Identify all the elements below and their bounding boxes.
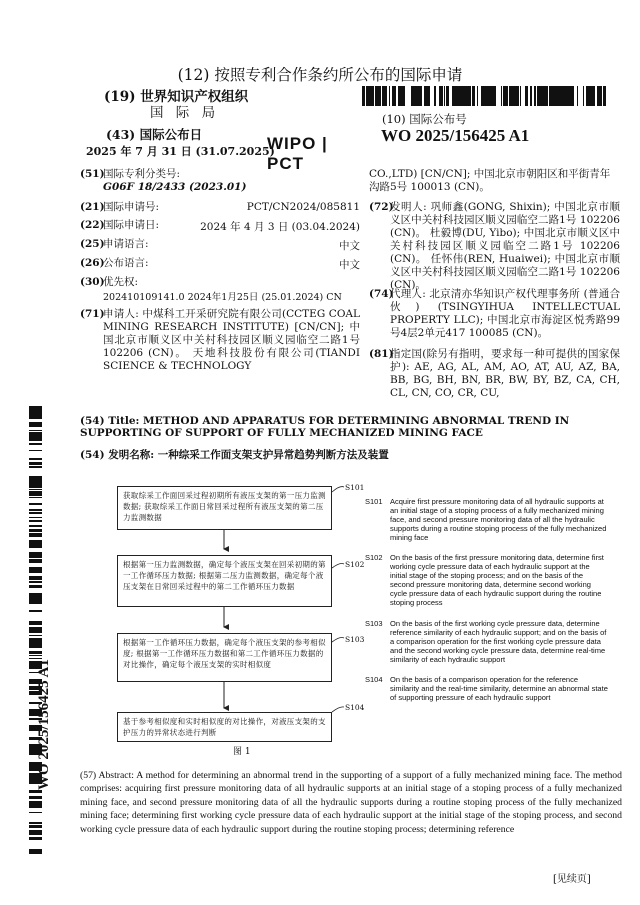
barcode-bar	[29, 643, 42, 645]
barcode-bar	[464, 86, 466, 106]
barcode-bar	[483, 86, 486, 106]
barcode-bar	[29, 594, 42, 595]
step-desc-text: On the basis of the first working cycle pressure data, determine reference similarity of each hydraulic support; and on the basis of a comparison operation for the first working cycle pressure data and the second working cycle pressure data, determine real-time similarity of each hydraulic support	[390, 619, 607, 664]
barcode-bar	[29, 450, 42, 451]
barcode-bar	[554, 86, 556, 106]
barcode-bar	[539, 86, 540, 106]
barcode-bar	[29, 406, 42, 407]
barcode-bar	[29, 556, 42, 557]
barcode-bar	[29, 578, 42, 580]
barcode-bar	[29, 559, 42, 561]
biblio-72-num: (72)	[369, 201, 394, 213]
barcode-bar	[29, 491, 42, 493]
barcode-bar	[385, 86, 387, 106]
barcode-bar	[594, 86, 595, 106]
barcode-bar	[514, 86, 517, 106]
designated-states: 指定国(除另有指明，要求每一种可提供的国家保护): AE, AG, AL, AM, AO, AT, AU, AZ, BA, BB, BG, BH, BN, BR, BW, BY, BZ, CA, CH, CL, CN, CO, CR, CU,	[390, 348, 620, 399]
barcode-bar	[29, 635, 42, 636]
top-barcode	[362, 86, 606, 106]
barcode-bar	[572, 86, 573, 106]
barcode-bar	[486, 86, 487, 106]
barcode-bar	[403, 86, 405, 106]
biblio-25-label: 申请语言:	[103, 238, 149, 250]
barcode-bar	[29, 557, 42, 558]
flow-step-s104: S104	[345, 703, 365, 712]
barcode-bar	[29, 483, 42, 484]
biblio-22-value: 2024 年 4 月 3 日 (03.04.2024)	[200, 221, 360, 233]
barcode-bar	[537, 86, 539, 106]
barcode-bar	[491, 86, 493, 106]
barcode-bar	[29, 482, 42, 483]
barcode-bar	[542, 86, 545, 106]
barcode-bar	[29, 631, 42, 633]
title-chinese: (54) 发明名称: 一种综采工作面支架支护异常趋势判断方法及装置	[80, 449, 389, 461]
barcode-bar	[600, 86, 601, 106]
barcode-bar	[29, 621, 42, 622]
barcode-bar	[29, 540, 42, 541]
barcode-bar	[29, 838, 42, 839]
barcode-bar	[444, 86, 445, 106]
biblio-21-label: 国际申请号:	[103, 201, 160, 213]
barcode-bar	[29, 640, 42, 642]
barcode-bar	[29, 834, 42, 835]
barcode-bar	[29, 541, 42, 544]
barcode-bar	[599, 86, 600, 106]
barcode-bar	[589, 86, 592, 106]
barcode-bar	[29, 480, 42, 482]
barcode-bar	[435, 86, 436, 106]
barcode-bar	[370, 86, 371, 106]
barcode-bar	[29, 497, 42, 498]
barcode-bar	[29, 413, 42, 414]
barcode-bar	[567, 86, 569, 106]
biblio-30-label: 优先权:	[103, 276, 139, 288]
barcode-bar	[29, 849, 42, 852]
barcode-bar	[29, 443, 42, 444]
barcode-bar	[466, 86, 468, 106]
barcode-bar	[540, 86, 542, 106]
step-desc-id: S104	[365, 675, 383, 684]
biblio-30-num: (30)	[80, 276, 105, 288]
barcode-bar	[29, 823, 42, 824]
barcode-bar	[29, 486, 42, 487]
step-desc-id: S103	[365, 619, 383, 628]
flow-box-s104: 基于参考相似度和实时相似度的对比操作，对液压支架的支护压力的异常状态进行判断	[117, 712, 332, 742]
document-title: (12) 按照专利合作条约所公布的国际申请	[177, 66, 463, 84]
barcode-bar	[29, 437, 42, 439]
wipo-pct-logo	[267, 130, 367, 173]
leader-s104	[332, 707, 344, 712]
biblio-71-num: (71)	[80, 308, 105, 320]
barcode-bar	[29, 602, 42, 604]
barcode-bar	[29, 837, 42, 838]
side-publication-number: WO 2025/156425 A1	[36, 659, 52, 790]
barcode-bar	[29, 796, 42, 799]
barcode-bar	[29, 611, 42, 612]
figure-label: 图 1	[233, 747, 251, 757]
barcode-bar	[29, 547, 42, 548]
title-english: (54) Title: METHOD AND APPARATUS FOR DETERMINING ABNORMAL TREND IN SUPPORTING OF SUPPORT OF FULLY MECHANIZED MINING FACE	[80, 415, 570, 439]
barcode-bar	[29, 812, 42, 813]
biblio-26-value: 中文	[339, 259, 360, 271]
barcode-bar	[439, 86, 440, 106]
leader-s101	[332, 487, 344, 492]
barcode-bar	[29, 645, 42, 646]
biblio-51-num: (51)	[80, 168, 105, 180]
barcode-bar	[364, 86, 365, 106]
barcode-bar	[29, 652, 42, 653]
barcode-bar	[477, 86, 478, 106]
barcode-bar	[509, 86, 510, 106]
barcode-bar	[29, 495, 42, 496]
barcode-bar	[366, 86, 368, 106]
barcode-bar	[394, 86, 395, 106]
barcode-bar	[29, 411, 42, 413]
barcode-bar	[29, 655, 42, 656]
barcode-bar	[434, 86, 435, 106]
barcode-bar	[545, 86, 547, 106]
barcode-bar	[489, 86, 491, 106]
barcode-bar	[29, 494, 42, 495]
barcode-bar	[392, 86, 394, 106]
biblio-21-num: (21)	[80, 201, 105, 213]
barcode-bar	[517, 86, 519, 106]
barcode-bar	[414, 86, 415, 106]
barcode-bar	[29, 831, 42, 833]
barcode-bar	[29, 827, 42, 828]
barcode-bar	[29, 439, 42, 441]
barcode-bar	[459, 86, 460, 106]
biblio-51-label: 国际专利分类号:	[103, 168, 181, 180]
barcode-bar	[573, 86, 574, 106]
step-desc-text: On the basis of a comparison operation for the reference similarity and the real-time similarity, determine an abnormal state of supporting pressure of each hydraulic support	[390, 675, 608, 702]
barcode-bar	[426, 86, 429, 106]
barcode-bar	[463, 86, 464, 106]
barcode-bar	[375, 86, 377, 106]
barcode-bar	[495, 86, 496, 106]
barcode-bar	[415, 86, 418, 106]
barcode-bar	[368, 86, 370, 106]
barcode-bar	[29, 533, 42, 534]
barcode-bar	[592, 86, 593, 106]
barcode-bar	[420, 86, 422, 106]
barcode-bar	[29, 529, 42, 532]
barcode-bar	[29, 536, 42, 537]
barcode-bar	[424, 86, 426, 106]
abstract: (57) Abstract: A method for determining an abnormal trend in the supporting of a support of a fully mechanized mining face. The method comprises: acquiring first pressure monitoring data of all hydraulic supports at an initial stage of a stoping process of a fully mechanized mining face, and second pressure monitoring data of all the hydraulic supports during a routine stoping process of the fully mechanized mining face; determining first working cycle pressure data of each hydraulic support at the initial stage of the stoping process, and second working cycle pressure data of each hydraulic support during the routine stoping process; determining reference	[80, 770, 622, 835]
barcode-bar	[29, 623, 42, 624]
barcode-bar	[503, 86, 505, 106]
barcode-bar	[601, 86, 602, 106]
barcode-bar	[29, 554, 42, 556]
flow-step-s103: S103	[345, 635, 365, 644]
barcode-bar	[29, 512, 42, 514]
barcode-bar	[29, 509, 42, 511]
barcode-bar	[29, 408, 42, 411]
step-desc-id: S102	[365, 553, 383, 562]
barcode-bar	[29, 422, 42, 424]
barcode-bar	[29, 517, 42, 518]
barcode-bar	[29, 651, 42, 652]
barcode-bar	[29, 803, 42, 806]
barcode-bar	[441, 86, 442, 106]
barcode-bar	[29, 576, 42, 578]
barcode-bar	[557, 86, 558, 106]
barcode-bar	[29, 493, 42, 494]
barcode-bar	[569, 86, 570, 106]
barcode-bar	[507, 86, 508, 106]
barcode-bar	[455, 86, 457, 106]
biblio-25-num: (25)	[80, 238, 105, 250]
barcode-bar	[452, 86, 454, 106]
barcode-bar	[383, 86, 385, 106]
flow-box-s103: 根据第一工作循环压力数据，确定每个液压支架的参考相似度; 根据第一工作循环压力数据和第二工作循环压力数据的对比操作，确定每个液压支架的实时相似度	[117, 633, 332, 682]
barcode-bar	[29, 830, 42, 831]
barcode-bar	[398, 86, 399, 106]
barcode-bar	[505, 86, 506, 106]
barcode-bar	[402, 86, 403, 106]
barcode-bar	[603, 86, 604, 106]
biblio-30-value: 202410109141.0 2024年1月25日 (25.01.2024) CN	[103, 292, 342, 303]
barcode-bar	[29, 426, 42, 427]
barcode-bar	[468, 86, 471, 106]
barcode-bar	[564, 86, 565, 106]
barcode-bar	[29, 853, 42, 854]
barcode-bar	[29, 581, 42, 583]
barcode-bar	[29, 484, 42, 486]
barcode-bar	[525, 86, 527, 106]
barcode-bar	[29, 520, 42, 521]
barcode-bar	[29, 434, 42, 435]
barcode-bar	[429, 86, 430, 106]
barcode-bar	[29, 487, 42, 488]
barcode-bar	[552, 86, 554, 106]
inventors: 发明人: 巩师鑫(GONG, Shixin); 中国北京市顺义区中关村科技园区顺义园临空二路1号 102206 (CN)。 杜毅博(DU, Yibo); 中国北京市顺义区中关村科技园区顺义园临空二路1号 102206 (CN)。 任怀伟(REN, Huaiwei); 中国北京市顺义区中关村科技园区顺义园临空二路1号 102206 (CN)。	[390, 201, 620, 291]
barcode-bar	[29, 792, 42, 793]
barcode-bar	[29, 585, 42, 588]
barcode-bar	[556, 86, 557, 106]
leader-s103	[332, 638, 344, 643]
organization-bureau: 国 际 局	[150, 105, 220, 121]
barcode-bar	[29, 567, 42, 570]
organization-name: (19) 世界知识产权组织	[104, 89, 249, 105]
barcode-bar	[29, 477, 42, 478]
biblio-74-num: (74)	[369, 288, 394, 300]
barcode-bar	[448, 86, 449, 106]
barcode-bar	[29, 629, 42, 631]
barcode-bar	[29, 595, 42, 598]
barcode-bar	[29, 638, 42, 640]
barcode-bar	[29, 407, 42, 408]
biblio-81-num: (81)	[369, 348, 394, 360]
barcode-bar	[371, 86, 373, 106]
barcode-bar	[547, 86, 548, 106]
biblio-25-value: 中文	[339, 240, 360, 252]
barcode-bar	[29, 418, 42, 419]
barcode-bar	[29, 521, 42, 522]
barcode-bar	[29, 801, 42, 802]
step-desc-id: S101	[365, 497, 383, 506]
barcode-bar	[527, 86, 528, 106]
barcode-bar	[29, 561, 42, 562]
barcode-bar	[373, 86, 374, 106]
barcode-bar	[29, 852, 42, 853]
barcode-bar	[493, 86, 495, 106]
barcode-bar	[29, 534, 42, 536]
barcode-bar	[29, 458, 42, 460]
barcode-bar	[29, 570, 42, 572]
wipo-logo-text: WIPO | PCT	[267, 134, 328, 173]
barcode-bar	[29, 802, 42, 803]
barcode-bar	[29, 624, 42, 625]
flow-box-s102: 根据第一压力监测数据，确定每个液压支架在回采初期的第一工作循环压力数据; 根据第二压力监测数据，确定每个液压支架在日常回采过程中的第二工作循环压力数据	[117, 555, 332, 607]
barcode-bar	[395, 86, 396, 106]
barcode-bar	[29, 627, 42, 628]
publication-number-label: (10) 国际公布号	[382, 112, 467, 126]
barcode-bar	[377, 86, 379, 106]
barcode-bar	[389, 86, 390, 106]
barcode-bar	[29, 572, 42, 573]
barcode-bar	[29, 833, 42, 834]
barcode-bar	[520, 86, 521, 106]
barcode-bar	[460, 86, 463, 106]
biblio-21-value: PCT/CN2024/085811	[246, 201, 360, 213]
barcode-bar	[29, 417, 42, 418]
barcode-bar	[29, 478, 42, 480]
barcode-bar	[363, 86, 364, 106]
barcode-bar	[29, 552, 42, 554]
see-next-page: [见续页]	[553, 874, 591, 885]
barcode-bar	[565, 86, 567, 106]
barcode-bar	[400, 86, 402, 106]
barcode-bar	[29, 790, 42, 792]
barcode-bar	[382, 86, 383, 106]
barcode-bar	[570, 86, 571, 106]
barcode-bar	[29, 476, 42, 477]
barcode-bar	[362, 86, 363, 106]
biblio-71-value: 申请人: 中煤科工开采研究院有限公司(CCTEG COAL MINING RESEARCH INSTITUTE) [CN/CN]; 中国北京市顺义区中关村科技园区顺义园临空二路1号 102206 (CN)。 天地科技股份有限公司(TIANDI SCIENCE & TECHNOLOGY	[103, 308, 360, 372]
barcode-bar	[29, 430, 42, 431]
barcode-bar	[513, 86, 514, 106]
barcode-bar	[604, 86, 606, 106]
biblio-26-label: 公布语言:	[103, 257, 149, 269]
barcode-bar	[506, 86, 507, 106]
barcode-bar	[29, 622, 42, 623]
publication-date-label: (43) 国际公布日	[106, 127, 203, 142]
barcode-bar	[587, 86, 589, 106]
barcode-bar	[510, 86, 512, 106]
barcode-bar	[598, 86, 599, 106]
barcode-bar	[29, 642, 42, 643]
flow-step-s101: S101	[345, 483, 365, 492]
publication-number: WO 2025/156425 A1	[381, 126, 530, 145]
barcode-bar	[487, 86, 489, 106]
barcode-bar	[29, 822, 42, 823]
barcode-bar	[29, 839, 42, 840]
barcode-bar	[29, 544, 42, 547]
barcode-bar	[472, 86, 475, 106]
leader-s102	[332, 564, 344, 569]
barcode-bar	[442, 86, 443, 106]
barcode-bar	[458, 86, 459, 106]
step-desc-text: On the basis of the first pressure monitoring data, determine first working cycle pressure data of each hydraulic support at the initial stage of the stoping process; and on the basis of the second pressure monitoring data, determine second working cycle pressure data of each hydraulic support during the routine stoping process	[390, 553, 604, 607]
barcode-bar	[29, 600, 42, 602]
barcode-bar	[29, 593, 42, 594]
barcode-bar	[418, 86, 420, 106]
applicant-continued: CO.,LTD) [CN/CN]; 中国北京市朝阳区和平街青年沟路5号 100013 (CN)。	[369, 168, 611, 193]
barcode-bar	[530, 86, 531, 106]
barcode-bar	[29, 424, 42, 426]
barcode-bar	[29, 653, 42, 654]
barcode-bar	[29, 463, 42, 465]
barcode-bar	[29, 462, 42, 463]
barcode-bar	[561, 86, 563, 106]
barcode-bar	[558, 86, 561, 106]
barcode-bar	[512, 86, 513, 106]
barcode-bar	[29, 806, 42, 807]
barcode-bar	[411, 86, 413, 106]
barcode-bar	[399, 86, 400, 106]
barcode-bar	[440, 86, 441, 106]
barcode-bar	[534, 86, 536, 106]
barcode-bar	[563, 86, 564, 106]
flow-box-s101: 获取综采工作面回采过程初期所有液压支架的第一压力监测数据; 获取综采工作面日常回采过程所有液压支架的第二压力监测数据	[117, 486, 332, 530]
barcode-bar	[597, 86, 598, 106]
biblio-26-num: (26)	[80, 257, 105, 269]
barcode-bar	[29, 503, 42, 505]
barcode-bar	[379, 86, 381, 106]
barcode-bar	[446, 86, 447, 106]
biblio-22-num: (22)	[80, 219, 105, 231]
barcode-bar	[29, 628, 42, 629]
step-desc-text: Acquire first pressure monitoring data of all hydraulic supports at an initial stage of a stoping process of a fully mechanized mining face, and second pressure monitoring data of all the hydraulic supports during a routine stoping process of the fully mechanized mining face	[390, 497, 607, 542]
publication-date: 2025 年 7 月 31 日 (31.07.2025)	[86, 145, 275, 158]
barcode-bar	[571, 86, 572, 106]
barcode-bar	[29, 598, 42, 600]
barcode-bar	[29, 444, 42, 445]
barcode-bar	[501, 86, 502, 106]
barcode-bar	[29, 825, 42, 827]
barcode-bar	[29, 466, 42, 468]
agent: 代理人: 北京清亦华知识产权代理事务所 (普通合伙) (TSINGYIHUA INTELLECTUAL PROPERTY LLC); 中国北京市海淀区悦秀路99号4层2单元417 100085 (CN)。	[390, 288, 620, 339]
barcode-bar	[586, 86, 587, 106]
barcode-bar	[481, 86, 483, 106]
barcode-bar	[447, 86, 448, 106]
biblio-22-label: 国际申请日:	[103, 219, 160, 231]
barcode-bar	[549, 86, 552, 106]
barcode-bar	[593, 86, 594, 106]
barcode-bar	[29, 432, 42, 434]
biblio-51-value: G06F 18/2433 (2023.01)	[103, 181, 247, 193]
barcode-bar	[29, 610, 42, 611]
barcode-bar	[583, 86, 584, 106]
barcode-bar	[29, 562, 42, 563]
barcode-bar	[577, 86, 578, 106]
barcode-bar	[29, 807, 42, 808]
barcode-bar	[457, 86, 458, 106]
barcode-bar	[413, 86, 414, 106]
barcode-bar	[531, 86, 532, 106]
barcode-bar	[29, 414, 42, 417]
barcode-bar	[29, 525, 42, 527]
barcode-bar	[29, 646, 42, 648]
barcode-bar	[29, 489, 42, 490]
flow-step-s102: S102	[345, 560, 365, 569]
barcode-bar	[29, 435, 42, 437]
barcode-bar	[454, 86, 455, 106]
